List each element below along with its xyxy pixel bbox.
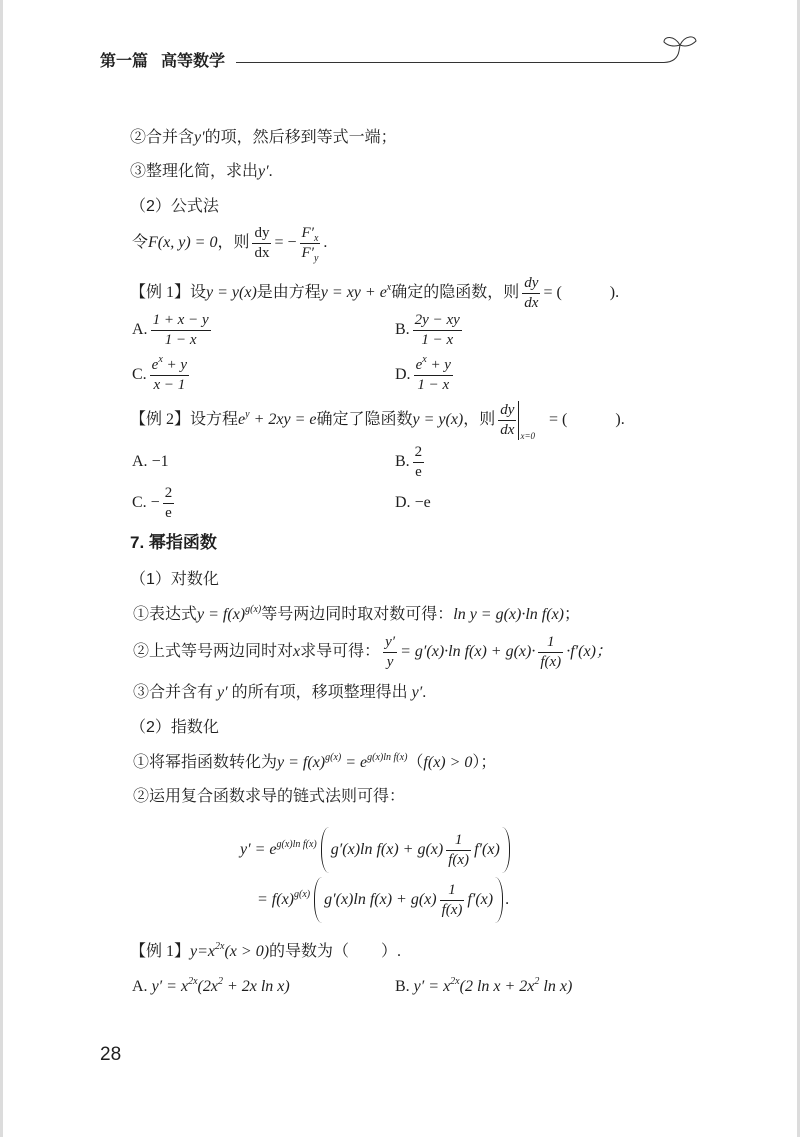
example-label: 【例 1】设	[130, 284, 207, 301]
numerator: 1 + x − y	[151, 311, 211, 331]
example2-question	[130, 396, 625, 444]
display-equation-2	[257, 870, 509, 930]
math: y = y(x)	[206, 284, 257, 301]
base: F′	[301, 224, 314, 241]
sprout-icon	[664, 37, 696, 46]
numerator: 2	[163, 484, 175, 504]
numerator	[300, 224, 321, 244]
log-step2	[133, 628, 612, 676]
text: ①将幂指函数转化为	[133, 754, 278, 771]
rest: + y	[162, 356, 188, 373]
denominator: dx	[500, 421, 515, 438]
text: 是由方程	[256, 284, 321, 301]
left-paren	[314, 877, 322, 923]
option-fraction	[414, 353, 453, 395]
math-var: x	[293, 643, 301, 660]
base: F′	[301, 244, 314, 261]
right-paren	[495, 877, 503, 923]
base: e	[151, 356, 159, 373]
derivative-fraction	[252, 224, 271, 263]
text: 确定了隐函数	[316, 411, 413, 428]
math: (2 ln x + 2x	[459, 978, 535, 995]
superscript: g(x)ln f(x)	[367, 752, 408, 763]
fraction	[538, 633, 563, 672]
example3-option-a	[132, 973, 290, 1001]
step-simplify	[130, 158, 273, 186]
math: y = f(x)	[197, 606, 246, 623]
option-fraction	[413, 311, 462, 350]
superscript: g(x)	[245, 604, 262, 615]
math: y = f(x)	[277, 754, 326, 771]
text: ②上式等号两边同时对	[133, 643, 294, 660]
option-label: D.	[395, 494, 411, 511]
minus-sign: −	[150, 494, 160, 511]
math: ·f′(x)；	[566, 643, 612, 660]
math: y=x	[190, 943, 216, 960]
option-fraction	[413, 443, 425, 482]
header-part: 第一篇	[100, 53, 149, 70]
rest: + y	[426, 356, 451, 373]
math: f′(x)	[467, 891, 494, 908]
numerator: dy	[498, 401, 516, 421]
option-label: B.	[395, 453, 410, 470]
numerator: 2y − xy	[413, 311, 462, 331]
text: 的项，然后移到等式一端；	[204, 129, 397, 146]
superscript: g(x)ln f(x)	[276, 839, 317, 850]
math-var: y′	[411, 684, 423, 701]
exp-step2: ②运用复合函数求导的链式法则可得：	[133, 788, 406, 805]
log-method-title: （1）对数化	[130, 571, 219, 588]
numerator: dy	[522, 274, 540, 294]
superscript: x	[422, 353, 427, 365]
log-step1	[133, 601, 580, 629]
math-var: y′	[258, 163, 269, 180]
numerator: 1	[440, 881, 465, 901]
superscript: x	[158, 353, 163, 365]
denominator: dx	[524, 294, 539, 311]
text: 令	[132, 234, 149, 251]
math: + 2x ln x)	[222, 978, 290, 995]
denominator: f(x)	[441, 901, 463, 918]
math: = f(x)	[257, 891, 294, 908]
example2-option-c	[132, 479, 177, 527]
numerator	[414, 353, 453, 376]
math-cond: F(x, y) = 0	[148, 234, 218, 251]
text: 等号两边同时取对数可得：	[261, 606, 454, 623]
denominator: f(x)	[448, 851, 470, 868]
math: ln y = g(x)·ln f(x)	[453, 606, 564, 623]
text: .	[268, 163, 273, 180]
math: (2x	[197, 978, 218, 995]
text: ；	[564, 606, 581, 623]
numerator: dy	[252, 224, 271, 244]
denominator: e	[165, 504, 172, 521]
denominator	[300, 244, 321, 263]
superscript: 2x	[188, 976, 198, 987]
example1-option-b	[395, 306, 465, 354]
numerator: 2	[413, 443, 425, 463]
exp-method-title: （2）指数化	[130, 719, 219, 736]
fraction	[383, 633, 397, 672]
math: y′ = x	[413, 978, 451, 995]
subscript: y	[313, 252, 319, 264]
superscript: g(x)	[294, 889, 311, 900]
evaluation-point: x=0	[520, 431, 536, 441]
example2-option-d	[395, 479, 431, 527]
numerator	[150, 353, 189, 376]
answer-blank: = ( ).	[543, 284, 620, 301]
math: e	[238, 411, 246, 428]
section-heading: 7. 幂指函数	[130, 533, 217, 552]
superscript: 2	[217, 976, 223, 987]
method2-formula	[132, 219, 327, 267]
header-rule	[0, 0, 800, 80]
answer-blank: = ( ).	[549, 411, 625, 428]
text: 确定的隐函数，则	[391, 284, 520, 301]
numerator: 1	[446, 831, 471, 851]
example1-option-c	[132, 351, 192, 399]
option-value: −1	[151, 453, 169, 470]
superscript: 2x	[215, 941, 225, 952]
example1-option-d	[395, 351, 456, 399]
period: .	[323, 234, 328, 251]
math: g′(x)ln f(x) + g(x)	[324, 891, 437, 908]
math: = g′(x)·ln f(x) + g(x)·	[400, 643, 536, 660]
math: = e	[341, 754, 368, 771]
scan-edge-left	[0, 0, 3, 1137]
option-fraction	[163, 484, 175, 523]
option-value: −e	[414, 494, 431, 511]
step-merge	[130, 124, 397, 152]
denominator: 1 − x	[164, 331, 197, 348]
text: ②合并含	[130, 129, 195, 146]
example3-option-b	[395, 973, 572, 1001]
math: y = y(x)	[412, 411, 464, 428]
log-step3	[133, 679, 426, 707]
option-label: C.	[132, 494, 147, 511]
math: y′ = e	[240, 841, 277, 858]
numerator: 1	[538, 633, 563, 653]
text: ③合并含有	[133, 684, 218, 701]
derivative-fraction	[498, 401, 519, 440]
numerator: y′	[383, 633, 397, 653]
math: g′(x)ln f(x) + g(x)	[330, 841, 444, 858]
option-fraction	[151, 311, 211, 350]
superscript: g(x)	[325, 752, 342, 763]
option-label: C.	[132, 366, 147, 383]
text: .	[422, 684, 427, 701]
option-label: A.	[132, 321, 148, 338]
text: ③整理化简，求出	[130, 163, 259, 180]
math: f(x) > 0	[423, 754, 473, 771]
text: 的所有项，移项整理得出	[227, 684, 412, 701]
subscript: x	[313, 232, 319, 244]
example1-option-a	[132, 306, 214, 354]
text: 的导数为（ ）.	[269, 943, 402, 960]
denominator: dx	[254, 244, 270, 261]
text: ，则	[217, 234, 250, 251]
math-var: y′	[217, 684, 228, 701]
math: y = xy + e	[320, 284, 387, 301]
math: f′(x)	[474, 841, 500, 858]
text: ①表达式	[133, 606, 198, 623]
superscript: x	[386, 282, 392, 293]
option-label: A.	[132, 978, 148, 995]
denominator: e	[415, 463, 422, 480]
text: ）；	[472, 754, 497, 771]
math: (x > 0)	[224, 943, 270, 960]
exp-step1	[133, 749, 496, 777]
math: + 2xy = e	[249, 411, 317, 428]
superscript: y	[245, 409, 250, 420]
denominator: 1 − x	[417, 376, 450, 393]
example3-question	[130, 938, 401, 966]
option-label: A.	[132, 453, 148, 470]
math-var: y′	[194, 129, 205, 146]
header-title: 高等数学	[161, 53, 226, 70]
denominator: f(x)	[540, 653, 562, 670]
derivative-fraction	[522, 274, 540, 313]
text: 求导可得：	[300, 643, 381, 660]
option-label: B.	[395, 321, 410, 338]
base: e	[415, 356, 423, 373]
period: .	[505, 891, 510, 908]
superscript: 2	[534, 976, 540, 987]
option-label: D.	[395, 366, 411, 383]
method2-title: （2）公式法	[130, 198, 219, 215]
superscript: 2x	[450, 976, 460, 987]
denominator: x − 1	[153, 376, 186, 393]
math: ln x)	[539, 978, 573, 995]
math: y′ = x	[151, 978, 189, 995]
equals-minus: = −	[274, 234, 297, 251]
option-fraction	[150, 353, 189, 395]
text: ，则	[463, 411, 496, 428]
denominator: y	[386, 653, 394, 670]
example-label: 【例 1】	[130, 943, 191, 960]
fraction	[440, 881, 465, 920]
example-label: 【例 2】设方程	[130, 411, 239, 428]
text: （	[407, 754, 424, 771]
denominator: 1 − x	[421, 331, 454, 348]
option-label: B.	[395, 978, 410, 995]
partial-fraction	[300, 224, 321, 263]
fraction	[446, 831, 471, 870]
page-number: 28	[100, 1044, 122, 1065]
right-paren	[502, 827, 510, 873]
left-paren	[321, 827, 329, 873]
